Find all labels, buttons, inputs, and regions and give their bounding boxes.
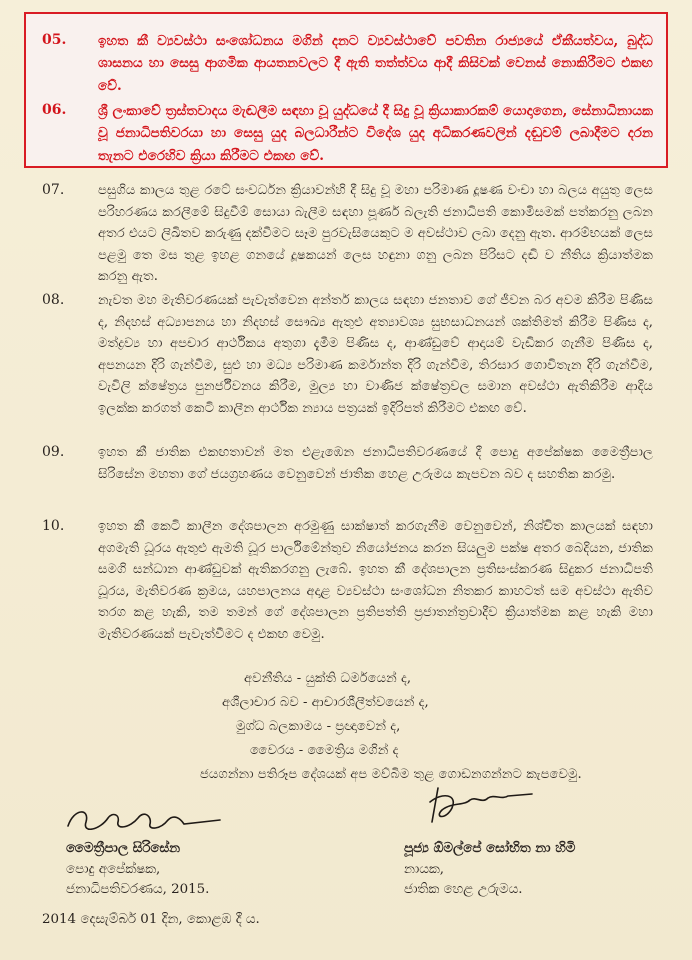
signature-left	[60, 800, 230, 838]
clause-number: 07.	[42, 182, 65, 198]
document-date: 2014 දෙසැම්බර් 01 දින, කොළඹ දී ය.	[42, 912, 260, 927]
clause-number: 06.	[42, 102, 67, 118]
verse-line: වෛරය - මෛත්‍රිය මගින් ද	[250, 743, 399, 758]
clause-number: 10.	[42, 518, 65, 534]
clause-number: 09.	[42, 444, 65, 460]
closing-line: ජයගන්නා පතිරූප දේශයක් අප මව්බිම තුළ ගොඩනගන්නට කැපවෙමු.	[200, 767, 582, 782]
clause-text: ඉහත කී ජාතික එකඟතාවන් මත එළැඹෙන ජනාධිපතිවරණයේ දී පොදු අපේක්ෂක මෛත්‍රීපාල සිරිසේන මහතා ගේ ජයග්‍රහණය වෙනුවෙන් ජාතික හෙළ උරුමය කැපවන බව ද සහතික කරමු.	[98, 445, 653, 482]
clause-text: ඉහත කී ව්‍යවස්ථා සංශෝධනය මගින් දනට ව්‍යවස්ථාවේ පවතින රාජ්‍යයේ ඒකීයත්වය, බුද්ධ ශාසනය හා සෙසු ආගමික ආයතනවලට දී ඇති තත්ත්වය ආදී කිසිවක් වෙනස් නොකිරීමට එකඟ වේ.	[98, 33, 653, 94]
verse-line: අවනීතිය - යුක්ති ධර්මයෙන් ද,	[244, 671, 412, 686]
clause-text: ඉහත කී කෙටි කාලීන දේශපාලන අරමුණු සාක්ෂාත් කරගැනීම වෙනුවෙන්, නිශ්චිත කාලයක් සඳහා අගමැති ධූරය ඇතුළු ඇමති ධූර පාර්ලිමේන්තුව නියෝජනය කරන සියලුම පක්ෂ අතර බෙදියන, ජාතික සමගි සන්ධාන ආණ්ඩුවක් ඇතිකරගනු ලැබේ. ඉහත කී දේශපාලන ප්‍රතිසංස්කරණ සිදුකර ජනාධිපති ධූරය, මැතිවරණ ක්‍රමය, යහපාලනය අදාළ ව්‍යවස්ථා සංශෝධන නිතකර කාහටත් සම අවස්ථා ඇතිව තරග කළ හැකි, තම තමන් ගේ දේශපාලන ප්‍රතිපත්ති ප්‍රජාතන්ත්‍රවාදීව ක්‍රියාත්මක කළ හැකි මහා මැතිවරණයක් පැවැත්වීමට ද එකඟ වෙමු.	[98, 519, 653, 642]
verse-line: මුග්ධ බලකාමය - ප්‍රඥාවෙන් ද,	[236, 719, 401, 734]
clause-text: නැවත මහ මැතිවරණයක් පැවැත්වෙන අන්තර් කාලය සඳහා ජනතාව ගේ ජීවන බර අවම කිරීම පිණිස ද, නිදහස් අධ්‍යාපනය හා නිදහස් සෞඛ්‍ය ඇතුළු අත්‍යාවශ්‍ය සුභසාධනයන් ශක්තිමත් කිරීම පිණිස ද, මත්ද්‍රව්‍ය හා අපචාර ආර්ථිකය අතුගා දැමීම පිණිස ද, ආණ්ඩුවේ ආදායම් වැඩිකර ගැනීම පිණිස ද, අපනයන දිරි ගැන්වීම, සුළු හා මධ්‍ය පරිමාණ කර්මාන්ත දිරි ගැන්වීම, තිරසාර ගොවිතැන දිරි ගැන්වීම, වැවිලි ක්ෂේත්‍රය පුනර්ජීවනය කිරීම, මුල්‍ය හා වාණිජ ක්ෂේත්‍රවල සමාන අවස්ථා ඇතිකිරීම ආදිය ඉලක්ක කරගත් කෙටි කාලීන ආර්ථික න්‍යාය පත්‍රයක් ඉදිරිපත් කිරීමට එකඟ වේ.	[98, 293, 653, 416]
verse-line: අශීලාචාර බව - ආචාරශීලීත්වයෙන් ද,	[222, 695, 429, 710]
right-signatory-name: පූජ්‍ය ඕමල්පේ සෝභිත නා හිමි	[404, 840, 576, 856]
clause-text: ශ්‍රී ලංකාවේ ත්‍රස්තවාදය මැඬලීම සඳහා වූ යුද්ධයේ දී සිදු වූ ක්‍රියාකාරකම් යොදාගෙන, සේනාධිනායක වූ ජනාධිපතිවරයා හා සෙසු යුද බලධාරීන්ට විදේශ යුද අධිකරණවලින් දඬුවම් ලබාදීමට දරන තැනට එරෙහිව ක්‍රියා කිරීමට එකඟ වේ.	[98, 103, 654, 164]
left-signatory-name: මෛත්‍රීපාල සිරිසේන	[66, 840, 181, 856]
right-signatory-org: ජාතික හෙළ උරුමය.	[404, 882, 523, 897]
clause-number: 08.	[42, 292, 65, 308]
signature-right	[412, 782, 542, 832]
left-signatory-role: පොදු අපේක්ෂක,	[66, 862, 161, 877]
clause-number: 05.	[42, 32, 67, 48]
right-signatory-role: නායක,	[404, 862, 445, 877]
clause-text: පසුගිය කාලය තුළ රටේ සංවර්ධන ක්‍රියාවන්හි දී සිදු වූ මහා පරිමාණ දූෂණ වංචා හා බලය අයුතු ලෙස පරිහරණය කරලීමේ සිදුවීම් සොයා බැලීම සඳහා පූර්ණ බලැති ජනාධිපති කොමිසමක් පත්කරනු ලබන අතර එයට ලිඛිතව කරුණු දක්වීමට සෑම පුරවැසියෙකුට ම අවස්ථාව ලබා දෙනු ඇත. ආරම්භයක් ලෙස පළමු තෙ මස තුළ ඉහළ ගනයේ දූෂකයන් ලෙස හඳුනා ගනු ලබන පිරිසට දඬි ව නීතිය ක්‍රියාත්මක කරනු ඇත.	[98, 183, 653, 285]
left-signatory-org: ජනාධිපතිවරණය, 2015.	[66, 882, 210, 897]
